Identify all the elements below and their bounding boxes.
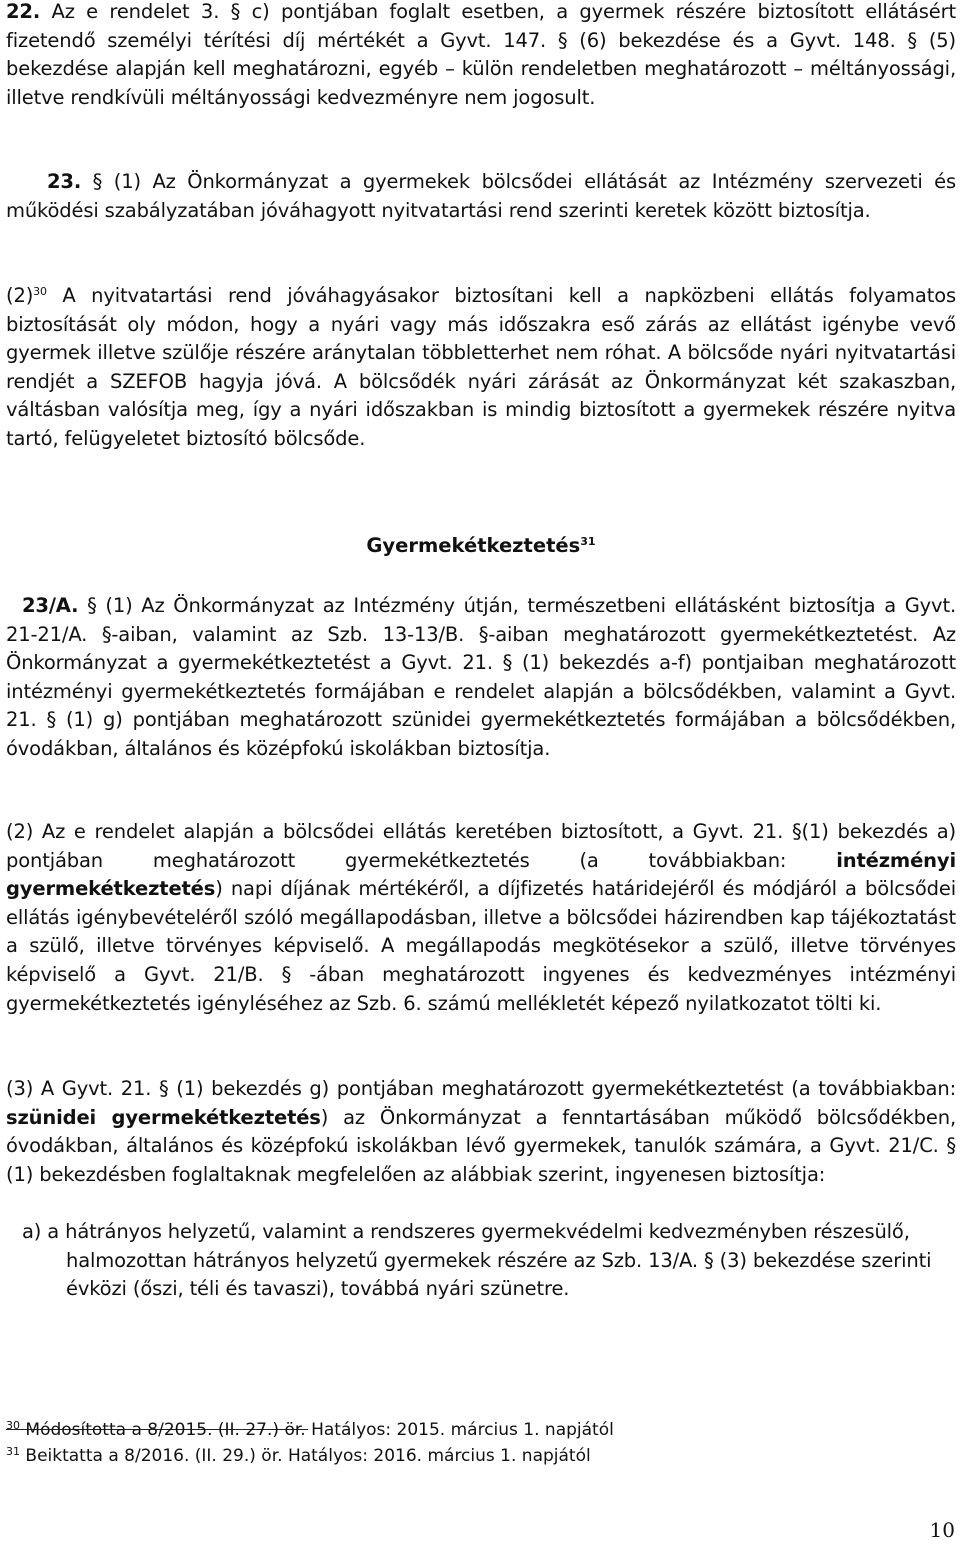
footnote-ref[interactable]: 31 [580,535,596,548]
paragraph-23-2 [6,282,956,454]
defined-term: intézményi gyermekétkeztetés [6,848,956,901]
section-number: 23/A. [22,594,79,617]
footnote-31 [6,1444,591,1468]
paragraph-text-cont: ) az Önkormányzat a fenntartásában működő bölcsődékben, óvodákban, általános és középfokú iskolákban lévő gyermekek, tanulók számára, a Gyvt. 21/C. § (1) bekezdésben foglaltaknak megfelelően az alábbiak szerint, ingyenesen biztosítja: [6,1105,956,1186]
paragraph-text: Az e rendelet 3. § c) pontjában foglalt esetben, a gyermek részére biztosított ellátásért fizetendő személyi térítési díj mértékét a Gyvt. 147. § (6) bekezdése és a Gyvt. 148. § (5) bekezdése alapján kell meghatározni, egyéb – külön rendeletben meghatározott – méltányossági, illetve rendkívüli méltányossági kedvezményre nem jogosult. [6,0,956,109]
footnote-number: 30 [6,1419,20,1432]
paragraph-22 [6,0,956,112]
paragraph-text: A nyitvatartási rend jóváhagyásakor biztosítani kell a napközbeni ellátás folyamatos biztosítását oly módon, hogy a nyári vagy más időszakra eső zárás az ellátást igénybe vevő gyermek illetve szülője részére aránytalan többletterhet nem róhat. A bölcsőde nyári nyitvatartási rendjét a SZEFOB hagyja jóvá. A bölcsődék nyári zárását az Önkormányzat két szakaszban, váltásban valósítja meg, így a nyári időszakban is mindig biztosított a gyermekek részére nyitva tartó, felügyeletet biztosító bölcsőde. [6,284,956,450]
paragraph-text-cont: ) napi díjának mértékéről, a díjfizetés határidejéről és módjáról a bölcsődei ellátás igénybevételéről szóló megállapodásban, illetve a bölcsődei házirendben kap tájékoztatást a szülő, illetve törvényes képviselő. A megállapodás megkötésekor a szülő, illetve törvényes képviselő a Gyvt. 21/B. § -ában meghatározott ingyenes és kedvezményes intézményi gyermekétkeztetés igényléséhez az Szb. 6. számú mellékletét képező nyilatkozatot tölti ki. [6,877,956,1015]
paragraph-23a-2 [6,818,956,1018]
footnote-text: Beiktatta a 8/2016. (II. 29.) ör. Hatályos: 2016. március 1. napjától [20,1446,591,1466]
footnote-number: 31 [6,1445,20,1458]
footnote-text: Módosította a 8/2015. (II. 27.) ör. Hatályos: 2015. március 1. napjától [20,1420,614,1440]
subsection-number: (2) [6,284,34,307]
page-number: 10 [929,1518,955,1542]
footnote-ref[interactable]: 30 [33,285,47,298]
list-item-text: a) a hátrányos helyzetű, valamint a rendszeres gyermekvédelmi kedvezményben részesülő, halmozottan hátrányos helyzetű gyermekek részére az Szb. 13/A. § (3) bekezdése szerinti évközi (őszi, téli és tavaszi), továbbá nyári szünetre. [22,1220,932,1301]
paragraph-text: § (1) Az Önkormányzat a gyermekek bölcsődei ellátását az Intézmény szervezeti és működési szabályzatában jóváhagyott nyitvatartási rend szerinti keretek között biztosítja. [6,170,956,222]
footnote-30 [6,1418,614,1442]
paragraph-text: (3) A Gyvt. 21. § (1) bekezdés g) pontjában meghatározott gyermekétkeztetést (a továbbiakban: [6,1077,956,1100]
paragraph-text: (2) Az e rendelet alapján a bölcsődei ellátás keretében biztosított, a Gyvt. 21. §(1) bekezdés a) pontjában meghatározott gyermekétkeztetés (a továbbiakban: [6,820,956,872]
list-item-a [6,1218,956,1304]
section-number: 22. [6,0,41,23]
heading-text: Gyermekétkeztetés [366,534,581,557]
paragraph-23a-3 [6,1075,956,1189]
section-number: 23. [47,170,82,193]
paragraph-23a [6,592,956,764]
defined-term: szünidei gyermekétkeztetés [6,1105,321,1129]
section-heading [6,534,956,557]
paragraph-text: § (1) Az Önkormányzat az Intézmény útján, természetbeni ellátásként biztosítja a Gyvt. 21-21/A. §-aiban, valamint az Szb. 13-13/B. §-aiban meghatározott gyermekétkeztetést. Az Önkormányzat a gyermekétkeztetést a Gyvt. 21. § (1) bekezdés a-f) pontjaiban meghatározott intézményi gyermekétkeztetés formájában e rendelet alapján a bölcsődékben, valamint a Gyvt. 21. § (1) g) pontjában meghatározott szünidei gyermekétkeztetés formájában a bölcsődékben, óvodákban, általános és középfokú iskolákban biztosítja. [6,594,956,760]
paragraph-23 [6,168,956,225]
